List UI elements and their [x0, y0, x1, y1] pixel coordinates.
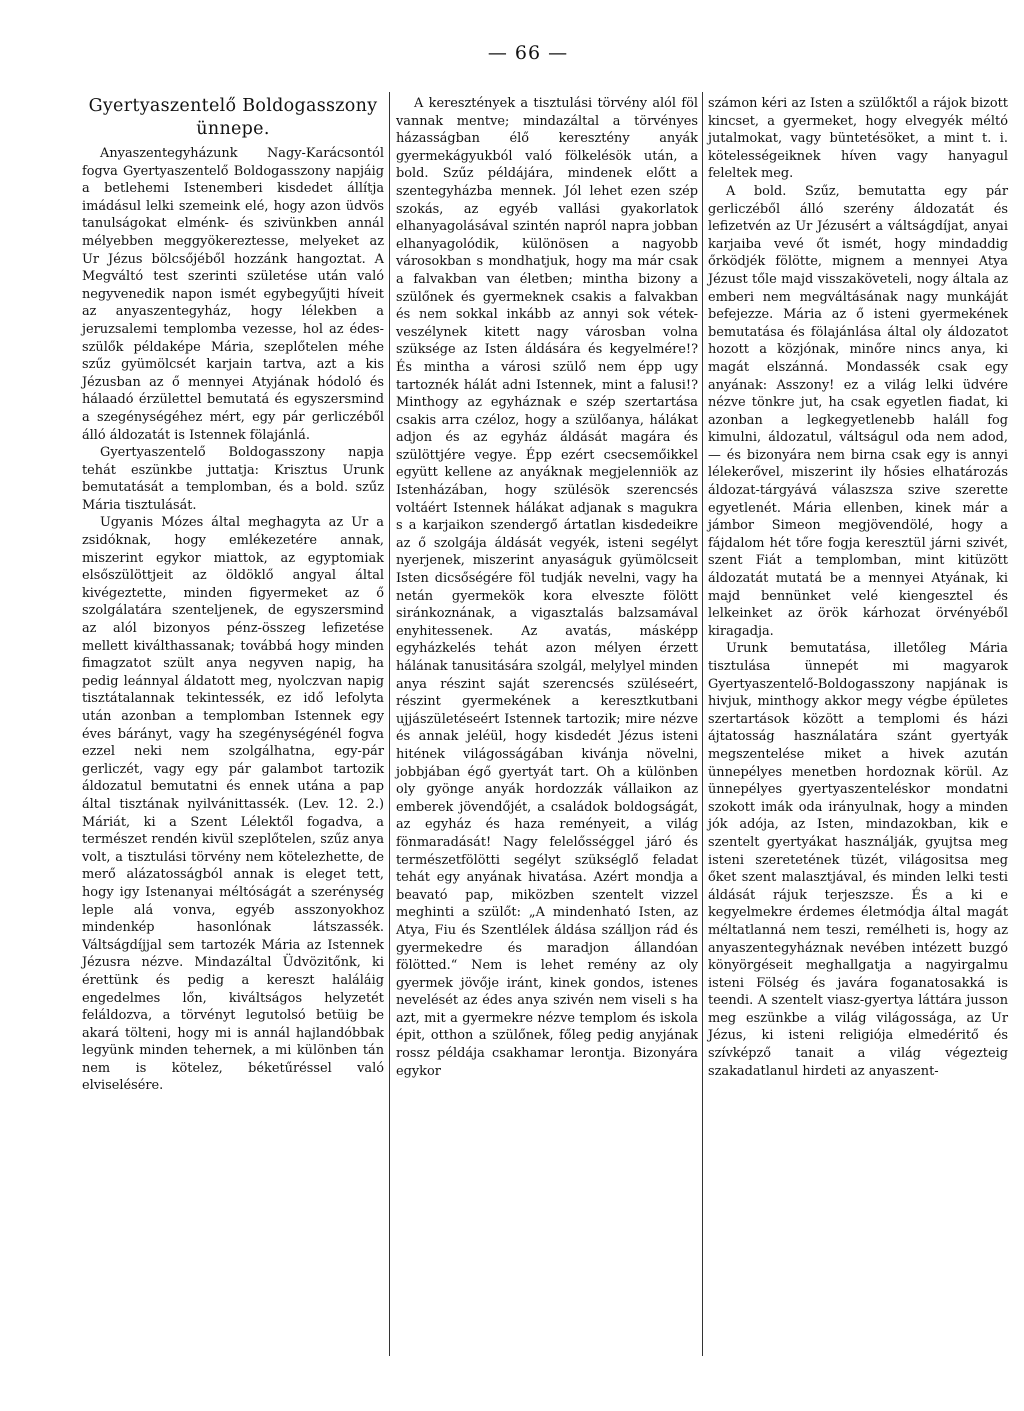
column-3	[708, 95, 1008, 1080]
column-2	[396, 95, 698, 1080]
page-number: — 66 —	[487, 42, 569, 64]
paragraph: Gyertyaszentelő Boldogasszony napja tehát eszünkbe juttatja: Krisztus Urunk bemutatását a templomban, és a bold. szűz Mária tisztulását.	[82, 445, 384, 513]
column-divider	[389, 92, 390, 1356]
paragraph: Ugyanis Mózes által meghagyta az Ur a zsidóknak, hogy emlékezetére annak, miszerint egykor miattok, az egyptomiak elsőszülöttjeit az öldöklő angyal által kivégeztette, minden figyermeket az ő szolgálatára szenteljenek, de egyszersmind az alól bizonyos pénz-összeg lefizetése mellett kiválthassanak; továbbá hogy minden fimagzatot szült anya negyven napig, ha pedig leánnyal áldatott meg, nyolczvan napig tisztátalannak tekintessék, ez idő lefolyta után azonban a templomban Istennek egy éves bárányt, vagy ha szegénységénél fogva ezzel neki nem szolgálhatna, egy-pár gerliczét, vagy egy pár galambot tartozik áldozatul bemutatni és ennek utána a pap által tisztának nyilvánittassék. (Lev. 12. 2.) Máriát, ki a Szent Lélektől fogadva, a természet rendén kivül szeplőtelen, szűz anya volt, a tisztulási törvény nem kötelezhette, de merő alázatosságból annak is eleget tett, hogy igy Istenanyai méltóságát a szerénység leple alá vonva, egyéb asszonyokhoz mindenkép hasonlónak látszassék. Váltságdíjjal sem tartozék Mária az Istennek Jézusra nézve. Mindazáltal Üdvözitőnk, ki érettünk és pedig a kereszt haláláig engedelmes lőn, kiváltságos helyzetét feláldozva, a törvényt legutolsó betüig be akará tölteni, hogy mi is annál hajlandóbbak legyünk minden tehernek, a mi különben tán nem is kötelez, béketűréssel való elviselésére.	[82, 515, 384, 1094]
paragraph: Anyaszentegyházunk Nagy-Karácsontól fogva Gyertyaszentelő Boldogasszony napjáig a betlehemi Istenemberi kisdedet állítja imádásul lelki szemeink elé, hogy azon üdvös tanulságokat elménk- és szivünkben annál mélyebben meggyökereztesse, melyeket az Ur Jézus bölcsőjéből hozzánk hangoztat. A Megváltó test szerinti születése után való negyvenedik napon ismét egybegyűjti híveit az anyaszentegyház, hogy lélekben a jeruzsalemi templomba vezesse, hol az édes-szülők példaképe Mária, szeplőtelen méhe szűz gyümölcsét karjain tartva, azt a kis Jézusban az ő mennyei Atyjának hódoló és hálaadó érzülettel bemutatá és egyszersmind a szegénységéhez mért, egy pár gerliczéből álló áldozatát is Istennek fölajánlá.	[82, 146, 384, 443]
column-divider	[702, 92, 703, 1356]
paragraph: számon kéri az Isten a szülőktől a rájok bizott kincset, a gyermeket, hogy elvegyék méltó jutalmokat, vagy büntetésöket, a mint t. i. kötelességeiknek híven vagy hanyagul feleltek meg.	[708, 96, 1008, 182]
article-title: Gyertyaszentelő Boldogasszony ünnepe.	[88, 96, 378, 139]
paragraph: A keresztények a tisztulási törvény alól föl vannak mentve; mindazáltal a törvényes házasságban élő keresztény anyák gyermekágyukból való fölkelésök után, a bold. Szűz példájára, mindenek előtt a szentegyházba mennek. Jól lehet ezen szép szokás, az egyéb vallási gyakorlatok elhanyagolásával szintén napról napra jobban elhanyagolódik, különösen a nagyobb városokban s mondhatjuk, hogy ma már csak a falvakban van életben; mintha bizony a szülőnek és gyermeknek csakis a falvakban és nem sokkal inkább az annyi sok vétek-veszélynek kitett nagy városban volna szüksége az Isten áldására és kegyelmére!? És mintha a városi szülő nem épp ugy tartoznék hálát adni Istennek, mint a falusi!? Minthogy az egyháznak e szép szertartása csakis arra czéloz, hogy a szülőanya, hálákat adjon és az egyház áldását magára és szülöttjére vegye. Épp ezért csecsemőikkel együtt kellene az anyáknak megjelenniök az Istenházában, hogy szülésök szerencsés voltáért Istennek hálákat adjanak s magukra s a karjaikon szendergő ártatlan kisdedeikre az ő szolgája áldását vegyék, isteni segélyt nyerjenek, miszerint anyaságuk gyümölcseit Isten dicsőségére föl tudják nevelni, vagy ha netán gyermekök kora elveszte fölött siránkoznának, a vigasztalás balzsamával enyhitessenek. Az avatás, másképp egyházkelés tehát azon mélyen érzett hálának tanusitására szolgál, melylyel minden anya részint saját szerencsés szüléseért, részint gyermekének a keresztkutbani ujjászületéseért Istennek tartozik; mire nézve és annak jeléül, hogy kisdedét Jézus isteni hitének világosságában kivánja növelni, jobbjában égő gyertyát tart. Oh a különben oly gyönge anyák hordozzák vállaikon az emberek jövendőjét, a családok boldogságát, az egyház és haza reményeit, a világ fönmaradását! Nagy felelősséggel járó és természetfölötti segélyt szükséglő feladat tehát egy anyának hivatása. Azért mondja a beavató pap, miközben szentelt vizzel meghinti a szülőt: „A mindenható Isten, az Atya, Fiu és Szentlélek áldása szálljon rád és gyermekedre és maradjon állandóan fölötted.“ Nem is lehet remény az oly gyermek jövője iránt, kinek gondos, istenes nevelését az édes anya szivén nem viseli s ha azt, mit a gyermekre nézve templom és iskola épit, otthon a szülőnek, főleg pedig anyjának rossz példája csakhamar lerontja. Bizonyára egykor	[396, 96, 698, 1079]
column-1	[82, 95, 384, 1095]
paragraph: A bold. Szűz, bemutatta egy pár gerliczéből álló szerény áldozatát és lefizetvén az Ur Jézusért a váltságdíjat, anyai karjaiba vevé őt ismét, hogy mindaddig őrködjék fölötte, mignem a mennyei Atya Jézust tőle majd visszaköveteli, nogy általa az emberi nem megváltásának nagy munkáját befejezze. Mária az ő isteni gyermekének bemutatása és fölajánlása által oly áldozatot hozott a közjónak, minőre nincs anya, ki magát elszánná. Mondassék csak egy anyának: Asszony! ez a világ lelki üdvére nézve tönkre jut, ha csak egyetlen fiadat, ki azonban a legkegyetlenebb haláll fog kimulni, áldozatul, váltságul oda nem adod, — és bizonyára nem birna csak egy is annyi lélekerővel, miszerint ily hősies elhatározás áldozat-tárgyává válaszsza szive szerette egyetlenét. Mária ellenben, kinek már a jámbor Simeon megjövendölé, hogy a fájdalom hét tőre fogja keresztül járni szivét, szent Fiát a templomban, mint kitüzött áldozatát mutatá be a mennyei Atyának, ki majd bennünket velé kiengesztel és lelkeinket az örök kárhozat örvényéből kiragadja.	[708, 183, 1008, 639]
paragraph: Urunk bemutatása, illetőleg Mária tisztulása ünnepét mi magyarok Gyertyaszentelő-Boldogasszony napjának is hivjuk, minthogy akkor megy végbe épületes szertartások között a templomi és házi ájtatosság használatára szánt gyertyák megszentelése miket a hivek azután ünnepélyes menetben hordoznak körül. Az ünnepélyes gyertyaszenteléskor mondatni szokott imák oda irányulnak, hogy a minden jók adója, az Isten, mindazokban, kik e szentelt gyertyákat használják, gyujtsa meg isteni szeretetének tüzét, világositsa meg őket szent malasztjával, és minden lelki testi áldását rájuk terjeszsze. És a ki e kegyelmekre érdemes életmódja által magát méltatlanná nem teszi, remélheti is, hogy az anyaszentegyháznak nevében intézett buzgó könyörgéseit meghallgatja a nagyirgalmu isteni Fölség és javára foganatosakká is teendi. A szentelt viasz-gyertya láttára jusson meg eszünkbe a világ világossága, az Ur Jézus, ki isteni religiója elmedéritő és szívképző tanait a világ végezteig szakadatlanul hirdeti az anyaszent-	[708, 641, 1008, 1079]
